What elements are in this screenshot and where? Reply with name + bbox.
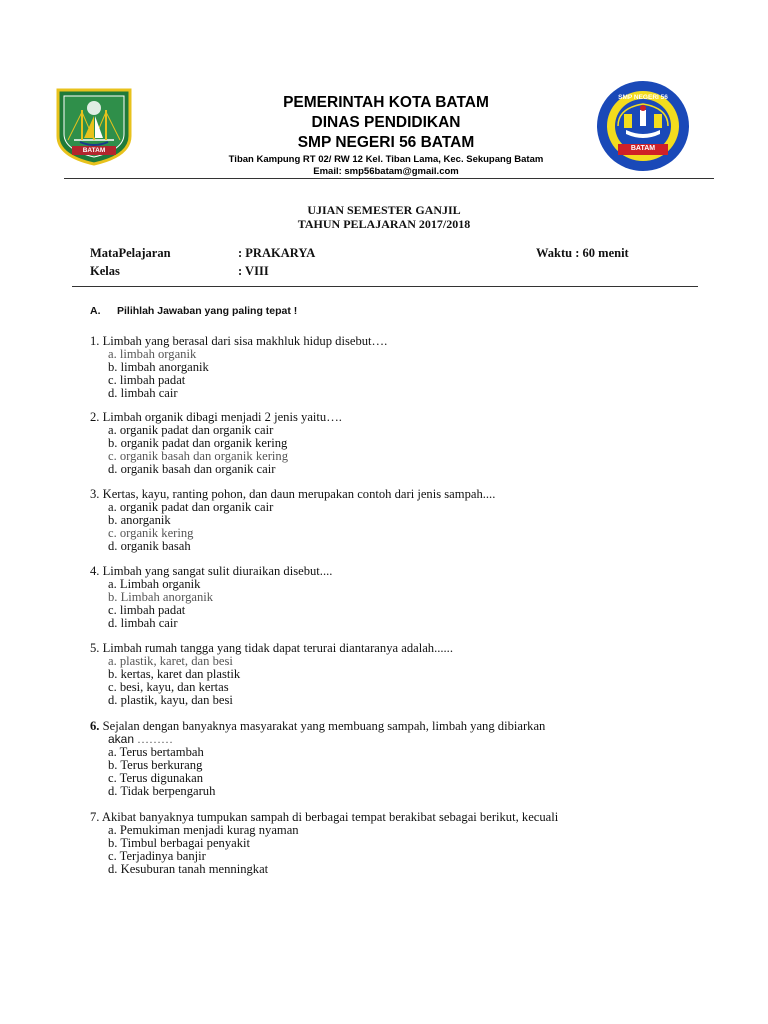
answer-option-c: c. limbah padat xyxy=(108,603,186,617)
question-4 xyxy=(90,565,332,630)
answer-option-a: a. Pemukiman menjadi kurag nyaman xyxy=(108,823,299,837)
question-6 xyxy=(90,720,545,798)
answer-option-c: c. organik kering xyxy=(108,526,194,540)
question-3 xyxy=(90,488,495,553)
header-email: Email: smp56batam@gmail.com xyxy=(313,166,459,177)
question-stem: 4. Limbah yang sangat sulit diuraikan disebut.... xyxy=(90,564,333,578)
answer-option-b: b. Limbah anorganik xyxy=(108,590,214,604)
answer-option-d: d. organik basah dan organik cair xyxy=(108,462,276,476)
answer-option-d: d. limbah cair xyxy=(108,616,178,630)
school-logo-top-text: SMP NEGERI 56 xyxy=(618,94,668,101)
batam-city-emblem xyxy=(54,86,134,166)
answer-option-d: d. plastik, kayu, dan besi xyxy=(108,693,233,707)
batam-emblem-label: BATAM xyxy=(82,147,106,154)
class-value: : VIII xyxy=(238,264,269,278)
answer-option-b: b. anorganik xyxy=(108,513,171,527)
question-stem: 2. Limbah organik dibagi menjadi 2 jenis yaitu…. xyxy=(90,410,342,424)
answer-option-b: b. kertas, karet dan plastik xyxy=(108,667,241,681)
question-stem: 7. Akibat banyaknya tumpukan sampah di berbagai tempat berakibat sebagai berikut, kecuali xyxy=(90,810,559,824)
answer-option-d: d. limbah cair xyxy=(108,386,178,400)
answer-option-a: a. organik padat dan organik cair xyxy=(108,423,274,437)
subject-label: MataPelajaran xyxy=(90,246,171,260)
question-2 xyxy=(90,411,342,476)
answer-option-b: b. Terus berkurang xyxy=(108,758,203,772)
school-logo xyxy=(596,80,690,172)
answer-option-d: d. Tidak berpengaruh xyxy=(108,784,216,798)
answer-option-d: d. Kesuburan tanah menningkat xyxy=(108,862,269,876)
answer-option-c: c. limbah padat xyxy=(108,373,186,387)
answer-option-a: a. organik padat dan organik cair xyxy=(108,500,274,514)
answer-option-c: c. organik basah dan organik kering xyxy=(108,449,288,463)
section-instruction xyxy=(90,305,297,317)
exam-title: UJIAN SEMESTER GANJIL xyxy=(307,203,461,217)
answer-option-c: c. Terus digunakan xyxy=(108,771,204,785)
question-text: Sejalan dengan banyaknya masyarakat yang membuang sampah, limbah yang dibiarkan xyxy=(99,719,546,733)
answer-option-a: a. Limbah organik xyxy=(108,577,201,591)
answer-option-b: b. limbah anorganik xyxy=(108,360,209,374)
header-school: SMP NEGERI 56 BATAM xyxy=(297,134,475,151)
question-stem: 3. Kertas, kayu, ranting pohon, dan daun merupakan contoh dari jenis sampah.... xyxy=(90,487,496,501)
letterhead-divider xyxy=(64,178,714,179)
header-department: DINAS PENDIDIKAN xyxy=(311,114,461,131)
instruction-text: Pilihlah Jawaban yang paling tepat ! xyxy=(117,305,298,317)
question-7 xyxy=(90,811,558,876)
section-letter: A. xyxy=(90,305,101,317)
answer-option-b: b. organik padat dan organik kering xyxy=(108,436,288,450)
exam-year: TAHUN PELAJARAN 2017/2018 xyxy=(297,217,471,231)
answer-option-a: a. limbah organik xyxy=(108,347,197,361)
question-5 xyxy=(90,642,453,707)
answer-option-a: a. plastik, karet, dan besi xyxy=(108,654,233,668)
school-logo-bottom-text: BATAM xyxy=(630,145,656,152)
exam-duration: Waktu : 60 menit xyxy=(536,246,629,260)
question-text-continued: akan xyxy=(108,732,135,746)
question-stem: 5. Limbah rumah tangga yang tidak dapat terurai diantaranya adalah...... xyxy=(90,641,453,655)
subject-value: : PRAKARYA xyxy=(238,246,316,260)
answer-option-a: a. Terus bertambah xyxy=(108,745,204,759)
question-1 xyxy=(90,335,387,400)
header-government: PEMERINTAH KOTA BATAM xyxy=(283,94,489,111)
answer-option-b: b. Timbul berbagai penyakit xyxy=(108,836,251,850)
answer-option-c: c. besi, kayu, dan kertas xyxy=(108,680,229,694)
meta-divider xyxy=(72,286,698,287)
answer-option-c: c. Terjadinya banjir xyxy=(108,849,206,863)
answer-option-d: d. organik basah xyxy=(108,539,191,553)
class-label: Kelas xyxy=(90,264,120,278)
question-number: 6. xyxy=(90,719,100,733)
answer-blank: ……… xyxy=(134,732,174,746)
question-stem: 1. Limbah yang berasal dari sisa makhluk hidup disebut…. xyxy=(90,334,388,348)
header-address: Tiban Kampung RT 02/ RW 12 Kel. Tiban Lama, Kec. Sekupang Batam xyxy=(228,154,544,165)
